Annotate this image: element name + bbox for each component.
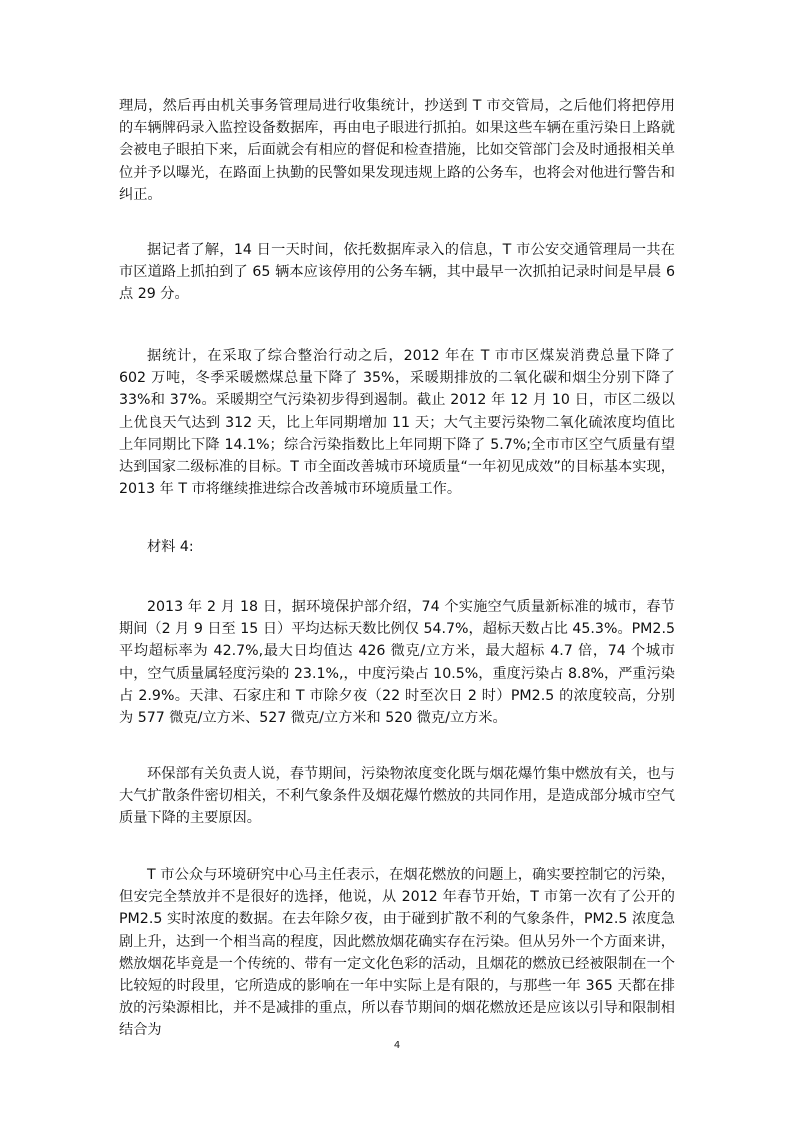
paragraph-continued-traffic-bureau: 理局，然后再由机关事务管理局进行收集统计，抄送到 T 市交管局，之后他们将把停用的车辆牌码录入监控设备数据库，再由电子眼进行抓拍。如果这些车辆在重污染日上路就会被电子眼拍下来，后面就会有相应的督促和检查措施，比如交管部门会及时通报相关单位并予以曝光，在路面上执勤的民警如果发现违规上路的公务车，也将会对他进行警告和纠正。	[119, 98, 675, 203]
page-number: 4	[393, 1040, 401, 1051]
paragraph-spring-festival-air-quality: 2013 年 2 月 18 日，据环境保护部介绍，74 个实施空气质量新标准的城市，春节期间（2 月 9 日至 15 日）平均达标天数比例仅 54.7%，超标天数占比 45.3%。PM2.5 平均超标率为 42.7%,最大日均值达 426 微克/立方米，最大超标 4.7 倍，74 个城市中，空气质量属轻度污染的 23.1%,，中度污染占 10.5%，重度污染占 8.8%，严重污染占 2.9%。天津、石家庄和 T 市除夕夜（22 时至次日 2 时）PM2.5 的浓度较高，分别为 577 微克/立方米、527 微克/立方米和 520 微克/立方米。	[119, 599, 675, 727]
paragraph-fireworks-discussion: T 市公众与环境研究中心马主任表示，在烟花燃放的问题上，确实要控制它的污染，但安完全禁放并不是很好的选择，他说，从 2012 年春节开始，T 市第一次有了公开的 PM2.5 实时浓度的数据。在去年除夕夜，由于碰到扩散不利的气象条件，PM2.5 浓度急剧上升，达到一个相当高的程度，因此燃放烟花确实存在污染。但从另外一个方面来讲，燃放烟花毕竟是一个传统的、带有一定文化色彩的活动，且烟花的燃放已经被限制在一个比较短的时段里，它所造成的影响在一年中实际上是有限的，与那些一年 365 天都在排放的污染源相比，并不是减排的重点，所以春节期间的烟花燃放还是应该以引导和限制相结合为	[119, 867, 675, 1039]
paragraph-reporter-findings: 据记者了解，14 日一天时间，依托数据库录入的信息，T 市公安交通管理局一共在市区道路上抓拍到了 65 辆本应该停用的公务车辆，其中最早一次抓拍记录时间是早晨 6 点 29 分。	[119, 242, 675, 303]
paragraph-statistics-2012: 据统计，在采取了综合整治行动之后，2012 年在 T 市市区煤炭消费总量下降了 602 万吨，冬季采暖燃煤总量下降了 35%，采暖期排放的二氧化碳和烟尘分别下降了 33%和 37%。采暖期空气污染初步得到遏制。截止 2012 年 12 月 10 日，市区二级以上优良天气达到 312 天，比上年同期增加 11 天；大气主要污染物二氧化硫浓度均值比上年同期比下降 14.1%；综合污染指数比上年同期下降了 5.7%;全市市区空气质量有望达到国家二级标准的目标。T 市全面改善城市环境质量“一年初见成效”的目标基本实现，2013 年 T 市将继续推进综合改善城市环境质量工作。	[119, 348, 675, 498]
material-heading: 材料 4:	[147, 539, 194, 555]
paragraph-environment-ministry-statement: 环保部有关负责人说，春节期间，污染物浓度变化既与烟花爆竹集中燃放有关，也与大气扩散条件密切相关，不利气象条件及烟花爆竹燃放的共同作用，是造成部分城市空气质量下降的主要原因。	[119, 766, 675, 827]
